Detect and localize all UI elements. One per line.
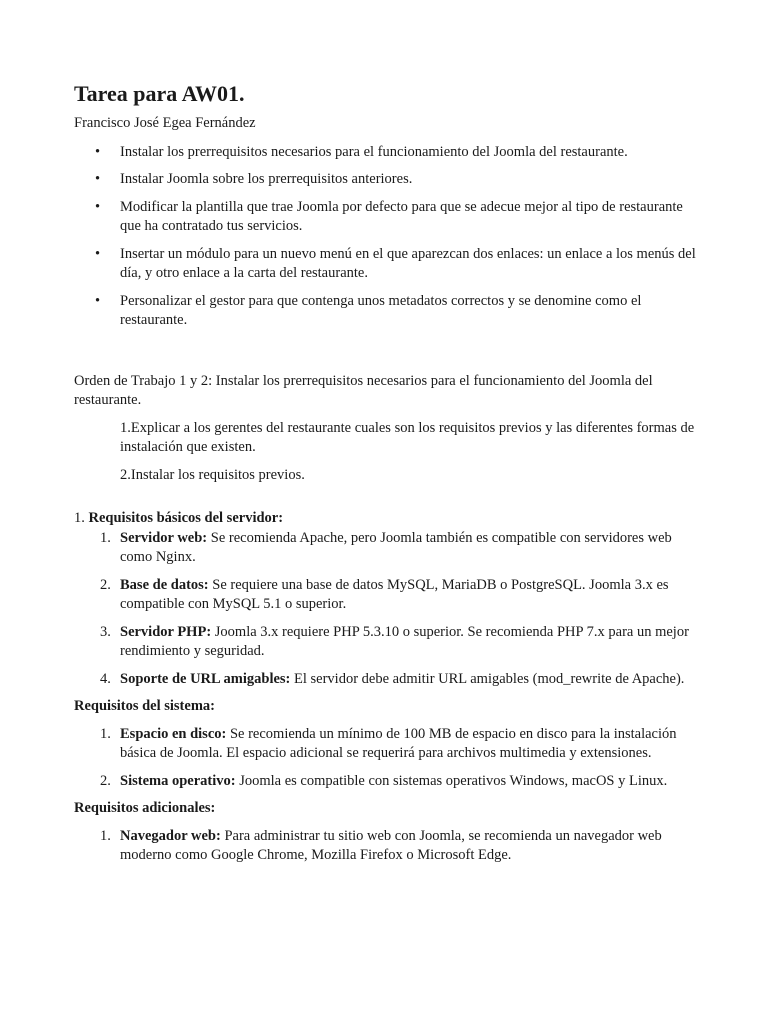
section-heading-system: Requisitos del sistema: — [74, 698, 215, 714]
list-item — [74, 198, 698, 237]
list-item — [74, 292, 698, 331]
list-item: 4. Soporte de URL amigables: El servidor debe admitir URL amigables (mod_rewrite de Apache). — [100, 670, 685, 687]
bullet-icon: • — [95, 292, 101, 309]
list-item-text: Modificar la plantilla que trae Joomla por defecto para que se adecue mejor al tipo de restaurante que ha contratado tus servicios. — [120, 198, 683, 234]
list-item: 1. Navegador web: Para administrar tu sitio web con Joomla, se recomienda un navegador web moderno como Google Chrome, Mozilla Firefox o Microsoft Edge. — [100, 827, 662, 863]
document-title: Tarea para AW01. — [74, 81, 245, 106]
additional-requirements-list — [74, 827, 698, 866]
list-item: 2. Sistema operativo: Joomla es compatible con sistemas operativos Windows, macOS y Linux. — [100, 772, 668, 789]
list-item-text: Instalar los prerrequisitos necesarios para el funcionamiento del Joomla del restaurante. — [120, 143, 628, 160]
author-name: Francisco José Egea Fernández — [74, 115, 256, 131]
list-item-text: Instalar Joomla sobre los prerrequisitos anteriores. — [120, 171, 413, 187]
server-requirements-list — [74, 529, 698, 690]
bullet-icon: • — [95, 171, 101, 187]
document-page — [74, 80, 698, 874]
system-requirements-list — [74, 725, 698, 792]
work-order-paragraph: Orden de Trabajo 1 y 2: Instalar los prerrequisitos necesarios para el funcionamiento del Joomla del restaurante. — [74, 372, 653, 408]
step-paragraph: 2.Instalar los requisitos previos. — [120, 466, 305, 483]
list-item: 2. Base de datos: Se requiere una base de datos MySQL, MariaDB o PostgreSQL. Joomla 3.x es compatible con MySQL 5.1 o superior. — [100, 576, 669, 612]
bullet-icon: • — [95, 143, 101, 160]
bullet-icon: • — [95, 245, 101, 262]
list-item — [74, 143, 698, 163]
task-bullet-list — [74, 143, 698, 331]
list-item — [74, 170, 698, 190]
step-paragraph: 1.Explicar a los gerentes del restaurante cuales son los requisitos previos y las diferentes formas de instalación que existen. — [120, 419, 695, 455]
work-order-steps — [74, 419, 698, 486]
section-heading-additional: Requisitos adicionales: — [74, 800, 216, 816]
list-item: 1. Espacio en disco: Se recomienda un mínimo de 100 MB de espacio en disco para la instalación básica de Joomla. El espacio adicional se requerirá para archivos multimedia y extensiones. — [100, 725, 677, 761]
list-item-text: Personalizar el gestor para que contenga unos metadatos correctos y se denomine como el restaurante. — [120, 292, 642, 328]
list-item-text: Insertar un módulo para un nuevo menú en el que aparezcan dos enlaces: un enlace a los menús del día, y otro enlace a la carta del restaurante. — [120, 245, 696, 281]
section-heading-server: 1. Requisitos básicos del servidor: — [74, 510, 284, 526]
bullet-icon: • — [95, 198, 101, 215]
list-item: 3. Servidor PHP: Joomla 3.x requiere PHP 5.3.10 o superior. Se recomienda PHP 7.x para un mejor rendimiento y seguridad. — [100, 623, 689, 659]
list-item — [74, 245, 698, 284]
list-item: 1. Servidor web: Se recomienda Apache, pero Joomla también es compatible con servidores web como Nginx. — [100, 529, 672, 565]
